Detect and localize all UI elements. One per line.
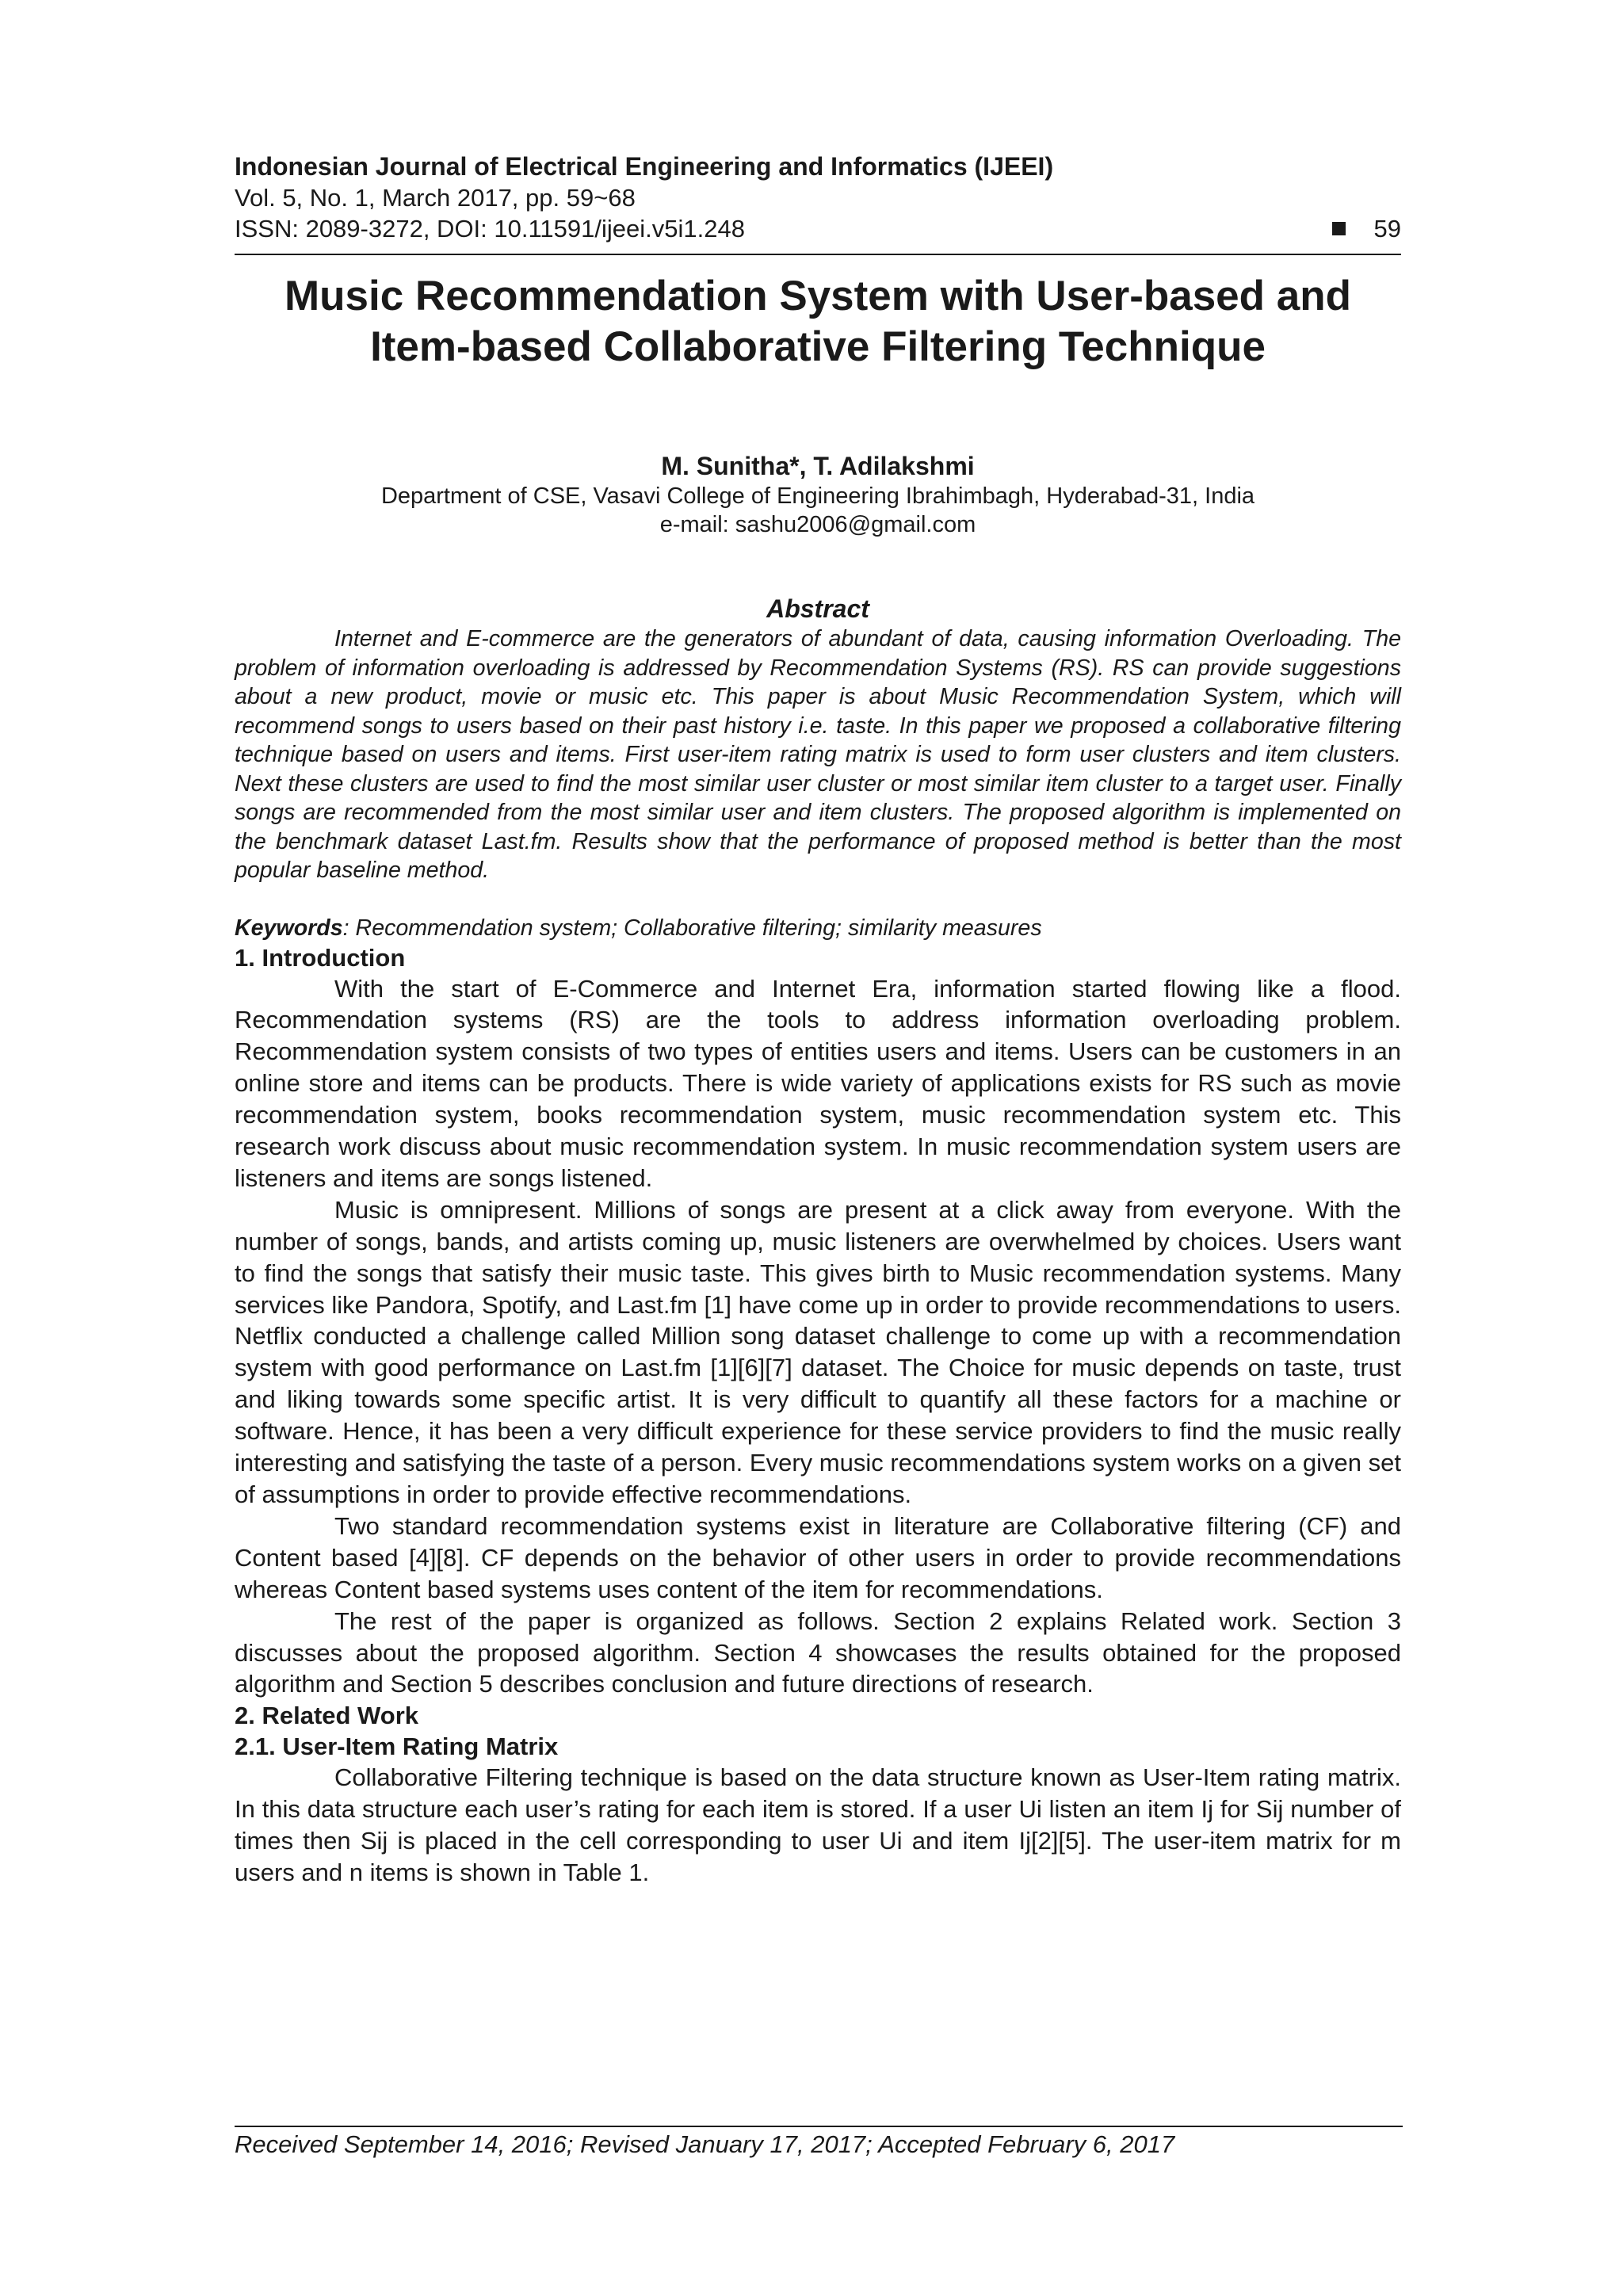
journal-header — [235, 151, 1401, 255]
paper-title-line-1: Music Recommendation System with User-based and — [285, 273, 1351, 319]
paragraph: With the start of E-Commerce and Internet Era, information started flowing like a flood. Recommendation systems (RS) are the tools to address information overloading problem. Recommendation system consists of two types of entities users and items. Users can be customers in an online store and items can be products. There is wide variety of applications exists for RS such as movie recommendation system, books recommendation system, music recommendation system etc. This research work discuss about music recommendation system. In music recommendation system users are listeners and items are songs listened. — [235, 974, 1401, 1192]
journal-name: Indonesian Journal of Electrical Engineering and Informatics (IJEEI) — [235, 152, 1054, 181]
keywords-label: Keywords — [235, 915, 343, 941]
subsection-heading-rating-matrix: 2.1. User-Item Rating Matrix — [235, 1733, 559, 1761]
paragraph: Two standard recommendation systems exist in literature are Collaborative filtering (CF) and Content based [4][8]. CF depends on the behavior of other users in order to provide recommendations whereas Content based systems uses content of the item for recommendations. — [235, 1511, 1401, 1603]
issn-row — [235, 213, 1401, 244]
author-affiliation: Department of CSE, Vasavi College of Engineering Ibrahimbagh, Hyderabad-31, India — [380, 483, 1255, 509]
journal-volume: Vol. 5, No. 1, March 2017, pp. 59~68 — [235, 184, 636, 212]
page-number: 59 — [1373, 215, 1401, 243]
paper-title-line-2: Item-based Collaborative Filtering Technique — [370, 323, 1266, 370]
author-email: e-mail: sashu2006@gmail.com — [659, 512, 976, 537]
keywords — [235, 914, 1401, 942]
page-number-block — [1332, 213, 1401, 244]
header-rule — [235, 254, 1401, 255]
paper-title — [235, 271, 1401, 372]
received-dates: Received September 14, 2016; Revised January 17, 2017; Accepted February 6, 2017 — [235, 2130, 1175, 2158]
section-heading-introduction: 1. Introduction — [235, 943, 406, 972]
paragraph: Collaborative Filtering technique is based on the data structure known as User-Item rating matrix. In this data structure each user’s rating for each item is stored. If a user Ui listen an item Ij for Sij number of times then Sij is placed in the cell corresponding to user Ui and item Ij[2][5]. The user-item matrix for m users and n items is shown in Table 1. — [235, 1763, 1401, 1887]
section-heading-related-work: 2. Related Work — [235, 1702, 419, 1730]
keywords-text: : Recommendation system; Collaborative filtering; similarity measures — [342, 915, 1042, 941]
footer-rule — [235, 2126, 1403, 2127]
square-bullet-icon — [1332, 222, 1346, 235]
paragraph: The rest of the paper is organized as follows. Section 2 explains Related work. Section 3 discusses about the proposed algorithm. Section 4 showcases the results obtained for the proposed algorithm and Section 5 describes conclusion and future directions of research. — [235, 1606, 1401, 1698]
abstract-heading: Abstract — [766, 594, 869, 623]
paragraph: Music is omnipresent. Millions of songs are present at a click away from everyone. With the number of songs, bands, and artists coming up, music listeners are overwhelmed by choices. Users want to find the songs that satisfy their music taste. This gives birth to Music recommendation systems. Many services like Pandora, Spotify, and Last.fm [1] have come up in order to provide recommendations to users. Netflix conducted a challenge called Million song dataset challenge to come up with a recommendation system with good performance on Last.fm [1][6][7] dataset. The Choice for music depends on taste, trust and liking towards some specific artist. It is very difficult to quantify all these factors for a machine or software. Hence, it has been a very difficult experience for these service providers to find the music really interesting and satisfying the taste of a person. Every music recommendations system works on a given set of assumptions in order to provide effective recommendations. — [235, 1195, 1401, 1508]
author-names: M. Sunitha*, T. Adilakshmi — [661, 452, 975, 480]
journal-issn: ISSN: 2089-3272, DOI: 10.11591/ijeei.v5i1.248 — [235, 215, 745, 243]
paper-page — [235, 151, 1401, 1889]
abstract-text: Internet and E-commerce are the generators of abundant of data, causing information Overloading. The problem of information overloading is addressed by Recommendation Systems (RS). RS can provide suggestions about a new product, movie or music etc. This paper is about Music Recommendation System, which will recommend songs to users based on their past history i.e. taste. In this paper we proposed a collaborative filtering technique based on users and items. First user-item rating matrix is used to form user clusters and item clusters. Next these clusters are used to find the most similar user cluster or most similar item cluster to a target user. Finally songs are recommended from the most similar user and item clusters. The proposed algorithm is implemented on the benchmark dataset Last.fm. Results show that the performance of proposed method is better than the most popular baseline method. — [235, 626, 1401, 883]
